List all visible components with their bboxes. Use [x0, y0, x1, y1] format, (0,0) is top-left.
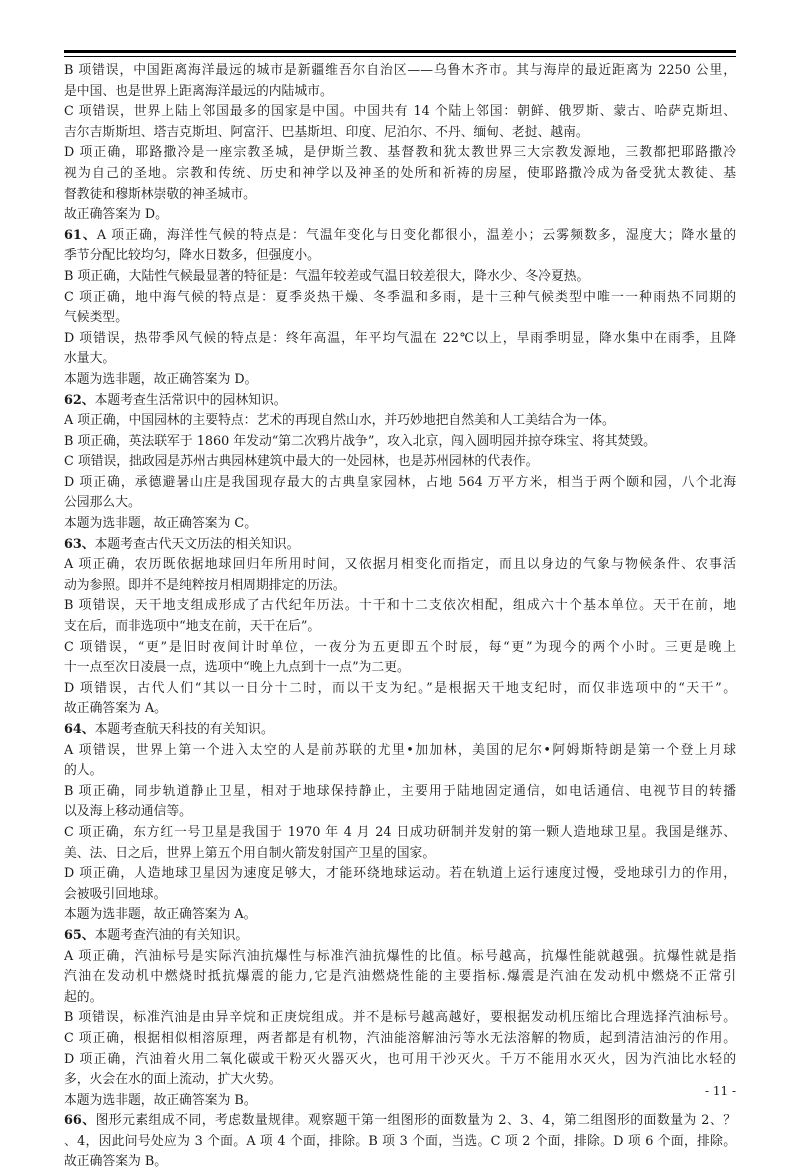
- text-line: 支在后，而非选项中“地支在前，天干在后”。: [64, 619, 321, 635]
- question-63-start: 63、本题考查古代天文历法的相关知识。: [64, 536, 300, 552]
- text-line: C 项错误，世界上陆上邻国最多的国家是中国。中国共有 14 个陆上邻国：朝鲜、俄罗斯、蒙古、哈萨克斯坦、: [64, 104, 736, 120]
- question-number: 66、: [64, 1113, 96, 1129]
- text-line: 视为自己的圣地。宗教和传统、历史和神学以及神圣的处所和祈祷的房屋，使耶路撒冷成为备受犹太教徒、基: [64, 165, 736, 181]
- text-line: C 项正确，东方红一号卫星是我国于 1970 年 4 月 24 日成功研制并发射的第一颗人造地球卫星。我国是继苏、: [64, 824, 736, 840]
- text-line: C 项正确，根据相似相溶原理，两者都是有机物，汽油能溶解油污等水无法溶解的物质，起到清洁油污的作用。: [64, 1030, 736, 1046]
- text-line: D 项正确，汽油着火用二氧化碳或干粉灭火器灭火，也可用干沙灭火。千万不能用水灭火，因为汽油比水轻的: [64, 1051, 736, 1067]
- question-61-start: 61、A 项正确，海洋性气候的特点是：气温年变化与日变化都很小，温差小；云雾频数多，湿度大；降水量的: [64, 227, 736, 243]
- question-64-start: 64、本题考查航天科技的有关知识。: [64, 722, 274, 737]
- text-line: 汽油在发动机中燃烧时抵抗爆震的能力,它是汽油燃烧性能的主要指标.爆震是汽油在发动机中燃烧不正常引: [64, 969, 736, 985]
- question-number: 64、: [64, 722, 95, 737]
- text-line: A 项正确，汽油标号是实际汽油抗爆性与标准汽油抗爆性的比值。标号越高，抗爆性能就越强。抗爆性就是指: [64, 948, 736, 964]
- text-line: 季节分配比较均匀，降水日数多，但强度小。: [64, 248, 320, 264]
- text-line: D 项正确，人造地球卫星因为速度足够大，才能环绕地球运动。若在轨道上运行速度过慢，受地球引力的作用，: [64, 866, 736, 882]
- header-rule-thick: [64, 50, 736, 53]
- page-number: - 11 -: [704, 1084, 736, 1098]
- text-line: 故正确答案为 D。: [64, 207, 168, 223]
- text-line: 本题为选非题，故正确答案为 C。: [64, 516, 258, 532]
- question-62-start: 62、本题考查生活常识中的园林知识。: [64, 392, 287, 408]
- text-line: A 项正确，农历既依据地球回归年所用时间，又依据月相变化而指定，而且以身边的气象与物候条件、农事活: [64, 557, 736, 573]
- text-line: B 项正确，同步轨道静止卫星，相对于地球保持静止，主要用于陆地固定通信，如电话通信、电视节目的转播: [64, 783, 736, 799]
- text-line: A 项错误，世界上第一个进入太空的人是前苏联的尤里•加加林，美国的尼尔•阿姆斯特朗是第一个登上月球: [64, 742, 736, 758]
- text-line: C 项正确，地中海气候的特点是：夏季炎热干燥、冬季温和多雨，是十三种气候类型中唯一一种雨热不同期的: [64, 289, 736, 305]
- text-line: C 项错误，“更”是旧时夜间计时单位，一夜分为五更即五个时辰，每“更”为现今的两个小时。三更是晚上: [64, 639, 736, 655]
- text-line: 动为参照。即并不是纯粹按月相周期排定的历法。: [64, 577, 346, 593]
- text-line: D 项正确，耶路撒冷是一座宗教圣城，是伊斯兰教、基督教和犹太教世界三大宗教发源地，三教都把耶路撒冷: [64, 145, 736, 161]
- question-65-start: 65、本题考查汽油的有关知识。: [64, 927, 249, 943]
- question-number: 61、: [64, 227, 97, 243]
- text-line: A 项正确，中国园林的主要特点：艺术的再现自然山水，并巧妙地把自然美和人工美结合为一体。: [64, 413, 615, 429]
- question-number: 65、: [64, 927, 95, 943]
- question-number: 62、: [64, 392, 95, 408]
- answer-explanations: [64, 61, 736, 1173]
- text-line: 以及海上移动通信等。: [64, 804, 192, 820]
- text-line: 美、法、日之后，世界上第五个用自制火箭发射国产卫星的国家。: [64, 845, 436, 861]
- text-line: 故正确答案为 B。: [64, 1154, 168, 1170]
- text-line: 是中国、也是世界上距离海洋最远的内陆城市。: [64, 83, 333, 99]
- text-line: 公园那么大。: [64, 495, 141, 511]
- text-line: B 项正确，大陆性气候最显著的特征是：气温年较差或气温日较差很大，降水少、冬冷夏热。: [64, 268, 590, 284]
- text-line: D 项错误，古代人们“其以一日分十二时，而以干支为纪。”是根据天干地支纪时，而仅非选项中的“天干”。: [64, 680, 736, 696]
- text-line: 吉尔吉斯斯坦、塔吉克斯坦、阿富汗、巴基斯坦、印度、尼泊尔、不丹、缅甸、老挝、越南。: [64, 124, 589, 140]
- text-line: 、4，因此问号处应为 3 个面。A 项 4 个面，排除。B 项 3 个面，当选。C 项 2 个面，排除。D 项 6 个面，排除。: [64, 1133, 736, 1149]
- text-line: 起的。: [64, 989, 103, 1005]
- text-line: C 项错误，拙政园是苏州古典园林建筑中最大的一处园林，也是苏州园林的代表作。: [64, 454, 539, 470]
- text-line: 督教徒和穆斯林崇敬的神圣城市。: [64, 186, 256, 202]
- text-line: 水量大。: [64, 351, 116, 367]
- question-66-start: 66、图形元素组成不同，考虑数量规律。观察题干第一组图形的面数量为 2、3、4，第二组图形的面数量为 2、？: [64, 1113, 736, 1129]
- text-line: 会被吸引回地球。: [64, 886, 167, 902]
- text-line: 本题为选非题，故正确答案为 A。: [64, 907, 257, 923]
- header-rule-thin: [64, 56, 736, 57]
- text-line: B 项错误，标准汽油是由异辛烷和正庚烷组成。并不是标号越高越好，要根据发动机压缩比合理选择汽油标号。: [64, 1010, 736, 1026]
- text-line: 故正确答案为 A。: [64, 701, 167, 717]
- text-line: 十一点至次日凌晨一点，选项中“晚上九点到十一点”为二更。: [64, 660, 410, 676]
- text-line: D 项错误，热带季风气候的特点是：终年高温，年平均气温在 22℃以上，旱雨季明显，降水集中在雨季，且降: [64, 330, 736, 346]
- text-line: 的人。: [64, 763, 103, 779]
- text-line: 多，火会在水的面上流动，扩大火势。: [64, 1072, 282, 1088]
- text-line: 气候类型。: [64, 310, 128, 326]
- text-line: B 项正确，英法联军于 1860 年发动“第二次鸦片战争”，攻入北京，闯入圆明园并掠夺珠宝、将其焚毁。: [64, 433, 656, 449]
- text-line: D 项正确，承德避暑山庄是我国现存最大的古典皇家园林，占地 564 万平方米，相当于两个颐和园，八个北海: [64, 474, 736, 490]
- text-line: 本题为选非题，故正确答案为 B。: [64, 1092, 257, 1108]
- text-line: B 项错误，中国距离海洋最远的城市是新疆维吾尔自治区——乌鲁木齐市。其与海岸的最近距离为 2250 公里，: [64, 63, 736, 78]
- text-line: B 项错误，天干地支组成形成了古代纪年历法。十干和十二支依次相配，组成六十个基本单位。天干在前，地: [64, 598, 736, 614]
- question-number: 63、: [64, 536, 95, 552]
- text-line: 本题为选非题，故正确答案为 D。: [64, 371, 258, 387]
